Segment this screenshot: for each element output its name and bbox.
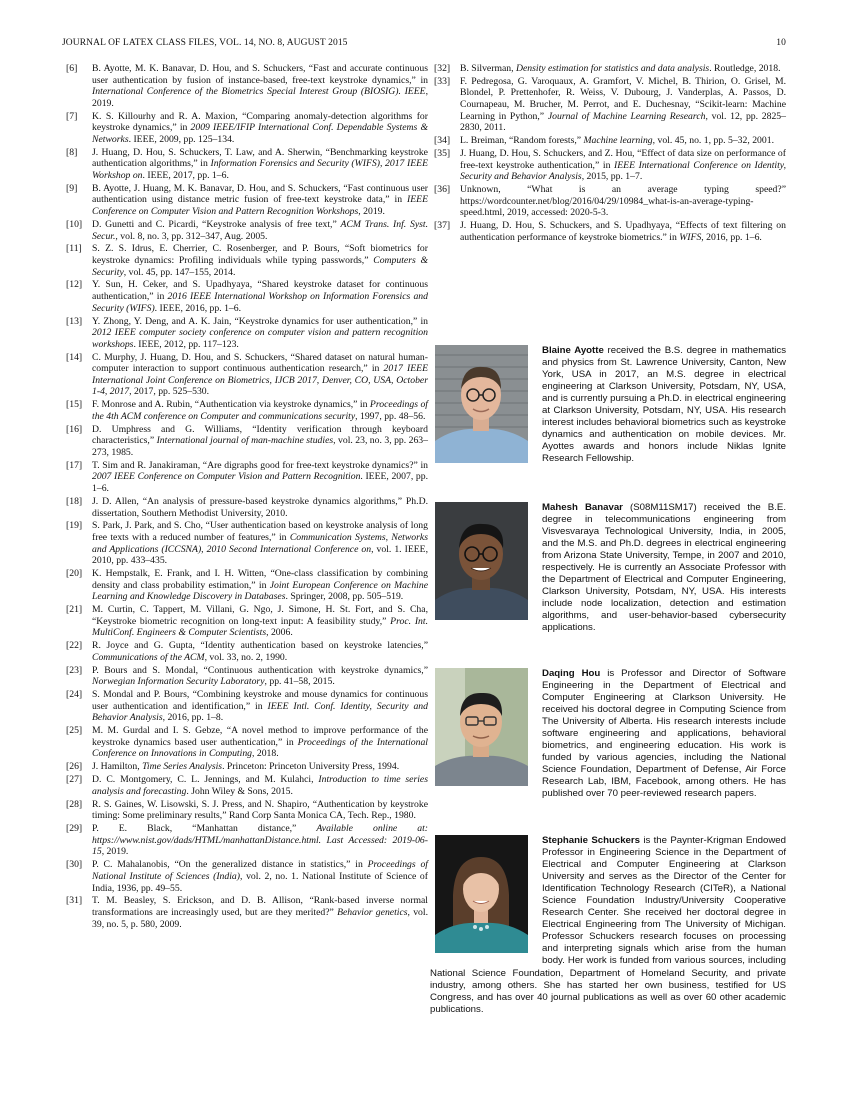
reference-number: [18] (66, 495, 83, 507)
reference-text: D. C. Montgomery, C. L. Jennings, and M. Kulahci, (92, 774, 319, 786)
reference-details: , vol. 8, no. 3, pp. 312–347, Aug. 2005. (115, 230, 268, 242)
reference-number: [19] (66, 520, 83, 532)
reference-number: [13] (66, 315, 83, 327)
author-photo-hou (435, 668, 528, 786)
reference-venue: Information Forensics and Security (WIFS), 2017 IEEE Workshop on (92, 158, 428, 181)
reference-text: M. M. Gurdal and I. S. Gebze, “A novel method to improve performance of the keystroke dynamics based user authentication,” in (92, 725, 428, 748)
reference-text: J. Huang, D. Hou, S. Schuckers, and Z. Hou, “Effect of data size on performance of free-text keystroke authentication,” in (460, 148, 786, 171)
reference-text: Y. Zhong, Y. Deng, and A. K. Jain, “Keystroke dynamics for user authentication,” in (92, 315, 428, 327)
reference-text: B. Ayotte, M. K. Banavar, D. Hou, and S. Schuckers, “Fast and accurate continuous user authentication by fusion of instance-based, free-text keystroke dynamics,” in (92, 63, 428, 86)
reference-item (62, 316, 428, 351)
reference-item (62, 63, 428, 109)
reference-venue: Communication Systems, Networks and Applications (ICCSNA), 2010 Second International Conference on (92, 532, 428, 555)
reference-details: , 2015, pp. 1–7. (581, 171, 643, 183)
reference-details: , vol. 45, pp. 147–155, 2014. (123, 266, 236, 278)
reference-details: , vol. 39, no. 5, p. 580, 2009. (92, 906, 428, 930)
reference-text: J. Huang, D. Hou, S. Schuckers, and S. Upadhyaya, “Effects of text filtering on authentication performance of keystroke biometrics.” in (460, 220, 786, 243)
author-photo-schuckers (435, 835, 528, 953)
reference-details: , 2016, pp. 1–6. (701, 231, 762, 243)
reference-number: [23] (66, 664, 83, 676)
reference-venue: IEEE Intl. Conf. Identity, Security and Behavior Analysis (92, 700, 428, 724)
reference-item (62, 568, 428, 603)
reference-text: L. Breiman, “Random forests,” (460, 135, 584, 147)
reference-details: . John Wiley & Sons, 2015. (186, 785, 293, 797)
bio-name: Daqing Hou (542, 668, 601, 679)
reference-details: . Princeton: Princeton University Press, 1994. (222, 761, 400, 773)
reference-number: [37] (434, 220, 451, 232)
reference-details: . IEEE, 2007, pp. 1–6. (92, 471, 428, 495)
reference-details: . Routledge, 2018. (709, 63, 781, 74)
reference-item (430, 148, 786, 183)
reference-item (430, 220, 786, 243)
reference-item (62, 496, 428, 519)
reference-text: S. Park, J. Park, and S. Cho, “User authentication based on keystroke analysis of long free texts with a reduced number of features,” in (92, 520, 428, 544)
bio-stephanie-schuckers (430, 835, 786, 1016)
reference-venue: Behavior genetics (337, 906, 408, 918)
reference-details: , vol. 12, pp. 2825–2830, 2011. (460, 110, 786, 134)
reference-number: [6] (66, 63, 78, 74)
reference-text: Unknown, “What is an average typing speed?” https://wordcounter.net/blog/2016/04/29/10984_what-is-an-average-typing-speed.html, 2019, accessed: 2020-5-3. (460, 184, 786, 219)
reference-number: [33] (434, 75, 451, 87)
reference-text: T. M. Beasley, S. Erickson, and D. B. Allison, “Rank-based inverse normal transformations are increasingly used, but are they merited?” (92, 895, 428, 918)
reference-text: K. S. Killourhy and R. A. Maxion, “Comparing anomaly-detection algorithms for keystroke dynamics,” in (92, 110, 428, 134)
reference-text: C. Murphy, J. Huang, D. Hou, and S. Schuckers, “Shared dataset on natural human-computer interaction to support continuous authentication research,” in (92, 351, 428, 375)
reference-venue: 2009 IEEE/IFIP International Conf. Dependable Systems & Networks (92, 122, 428, 145)
journal-title: JOURNAL OF LATEX CLASS FILES, VOL. 14, NO. 8, AUGUST 2015 (62, 38, 348, 48)
bio-name: Mahesh Banavar (542, 502, 623, 513)
reference-item (430, 63, 786, 75)
reference-item (62, 399, 428, 422)
reference-venue: Time Series Analysis (142, 761, 223, 773)
reference-venue: Proceedings of National Institute of Sciences (India) (92, 859, 428, 882)
reference-item (62, 219, 428, 242)
reference-item (62, 424, 428, 459)
reference-venue: Proc. Int. MultiConf. Engineers & Computer Scientists (92, 615, 429, 639)
reference-venue: Communications of the ACM (92, 651, 205, 663)
reference-text: J. Hamilton, (92, 761, 143, 773)
reference-venue: Joint European Conference on Machine Learning and Knowledge Discovery in Databases (92, 579, 428, 603)
reference-details: , vol. 2, no. 1. National Institute of Science of India, 1936, pp. 49–55. (92, 870, 429, 894)
reference-number: [20] (66, 568, 83, 580)
reference-number: [32] (434, 63, 451, 74)
reference-number: [27] (66, 774, 83, 786)
reference-venue: Proceedings of the International Conference on Innovations in Computing (92, 736, 429, 760)
reference-item (430, 76, 786, 134)
reference-venue: IEEE International Conference on Identity, Security and Behavior Analysis (460, 159, 786, 183)
author-photo-banavar (435, 502, 528, 620)
reference-item (62, 352, 428, 398)
reference-text: P. C. Mahalanobis, “On the generalized distance in statistics,” in (92, 859, 368, 871)
reference-text: J. D. Allen, “An analysis of pressure-based keystroke dynamics algorithms,” Ph.D. dissertation, Southern Methodist University, 2010. (92, 495, 428, 519)
reference-venue: International Conference of the Biometrics Special Interest Group (BIOSIG). IEEE (92, 86, 426, 98)
bio-name: Blaine Ayotte (542, 345, 604, 356)
reference-number: [29] (66, 823, 83, 835)
reference-item (62, 460, 428, 495)
reference-item (62, 640, 428, 663)
reference-number: [28] (66, 798, 83, 810)
reference-details: , vol. 23, no. 3, pp. 263–273, 1985. (92, 435, 428, 458)
reference-text: Y. Sun, H. Ceker, and S. Upadhyaya, “Shared keystroke dataset for continuous authentication,” in (92, 279, 428, 303)
reference-item (430, 135, 786, 147)
reference-venue: Norwegian Information Security Laboratory (92, 676, 265, 688)
reference-number: [12] (66, 279, 83, 291)
reference-details: , vol. 33, no. 2, 1990. (204, 651, 288, 663)
reference-number: [16] (66, 423, 83, 435)
reference-details: . IEEE, 2016, pp. 1–6. (154, 302, 242, 314)
reference-text: S. Mondal and P. Bours, “Combining keystroke and mouse dynamics for continuous user authentication and identification,” in (92, 689, 428, 712)
reference-text: R. S. Gaines, W. Lisowski, S. J. Press, and N. Shapiro, “Authentication by keystroke timing: Some preliminary results,” Rand Corp Santa Monica CA, Tech. Rep., 1980. (92, 798, 428, 822)
reference-item (430, 184, 786, 219)
bio-name: Stephanie Schuckers (542, 835, 641, 846)
reference-details: , 2017, pp. 525–530. (129, 386, 210, 398)
reference-venue: 2016 IEEE International Workshop on Information Forensics and Security (WIFS) (92, 291, 428, 314)
bio-text: is the Paynter-Krigman Endowed Professor in Engineering Science in the Department of Electrical and Computer Engineering at Clarkson University and serves as the Director of the Center for Identification Technology Research (CITeR), a National Science Foundation Industry/University Cooperative Research Center. She received her doctoral degree in Electrical Engineering from The University of Michigan. Professor Schuckers research focuses on processing and interpreting signals which arise from the human body. Her work is funded from various sources, including National Science Foundation, Department of Homeland Security, and private industry, among others. She has started her own business, testified for US Congress, and has over 40 journal publications as well as over 60 other academic publications. (430, 835, 786, 1015)
reference-venue: International journal of man-machine studies (156, 435, 334, 447)
reference-venue: Available online at: https://www.nist.gov/dads/HTML/manhattanDistance.html. Last Accessed: 2019-06-15 (92, 823, 428, 858)
reference-text: T. Sim and R. Janakiraman, “Are digraphs good for free-text keystroke dynamics?” in (92, 459, 428, 471)
page-number: 10 (776, 38, 786, 48)
reference-venue: Introduction to time series analysis and forecasting (92, 774, 429, 797)
reference-number: [10] (66, 218, 83, 230)
reference-venue: IEEE Conference on Computer Vision and Pattern Recognition Workshops (92, 194, 428, 218)
reference-item (62, 859, 428, 894)
bio-text: is Professor and Director of Software Engineering in the Department of Electrical and Computer Engineering at Clarkson University. He received his doctoral degree in Computing Science from The University of Alberta. His research interests include software engineering and applications, behavioral biometrics, and engineering education. His work is funded by various agencies, including the National Science Foundation, Department of Defense, Air Force Research Lab, IBM, Facebook, among others. He has published over 70 peer-reviewed research papers. (542, 668, 786, 800)
bio-mahesh-banavar (430, 502, 786, 635)
reference-item (62, 761, 428, 773)
reference-number: [26] (66, 761, 83, 773)
reference-item (62, 243, 428, 278)
bio-text: received the B.S. degree in mathematics and physics from St. Lawrence University, Canton, New York, USA in 2017, an M.S. degree in electrical engineering at Clarkson University, Potsdam, NY, USA, and is currently pursuing a Ph.D. in electrical engineering at Clarkson University, Potsdam, NY, USA. His research interest includes behavioral biometrics such as keystroke dynamics and authentication on mobile devices. Mr. Ayottes awards and honors include Niklas Ignite Research Fellowship. (542, 345, 787, 465)
reference-number: [35] (434, 148, 451, 160)
reference-item (62, 604, 428, 639)
reference-item (62, 895, 428, 930)
reference-item (62, 774, 428, 797)
reference-details: , vol. 45, no. 1, pp. 5–32, 2001. (652, 135, 775, 147)
reference-text: M. Curtin, C. Tappert, M. Villani, G. Ngo, J. Simone, H. St. Fort, and S. Cha, “Keystroke biometric recognition on long-text input: A feasibility study,” (92, 604, 428, 627)
reference-item (62, 279, 428, 314)
reference-venue: Machine learning (583, 135, 653, 147)
reference-item (62, 183, 428, 218)
reference-text: S. Z. S. Idrus, E. Cherrier, C. Rosenberger, and P. Bours, “Soft biometrics for keystroke dynamics: Profiling individuals while typing passwords,” (92, 243, 428, 266)
reference-number: [36] (434, 184, 451, 196)
reference-number: [34] (434, 135, 451, 147)
reference-text: B. Silverman, (460, 63, 516, 74)
reference-venue: 2012 IEEE computer society conference on computer vision and pattern recognition workshops (92, 327, 428, 350)
reference-details: , 2019. (358, 206, 385, 218)
reference-number: [14] (66, 351, 83, 363)
reference-number: [7] (66, 110, 78, 122)
reference-number: [21] (66, 604, 83, 616)
reference-item (62, 111, 428, 146)
reference-venue: Proceedings of the 4th ACM conference on Computer and communications security (92, 399, 428, 422)
bio-blaine-ayotte (430, 345, 786, 467)
author-photo-ayotte (435, 345, 528, 463)
reference-details: , 2019. (92, 86, 428, 109)
reference-item (62, 823, 428, 858)
reference-text: F. Monrose and A. Rubin, “Authentication via keystroke dynamics,” in (92, 399, 370, 411)
reference-text: F. Pedregosa, G. Varoquaux, A. Gramfort, V. Michel, B. Thirion, O. Grisel, M. Blondel, P. Prettenhofer, R. Weiss, V. Dubourg, J. Vanderplas, A. Passos, D. Cournapeau, M. Brucher, M. Perrot, and E. Duchesnay, “Scikit-learn: Machine Learning in Python,” (460, 75, 786, 122)
reference-details: , 2016, pp. 1–8. (162, 712, 224, 724)
reference-item (62, 520, 428, 566)
reference-details: , 2019. (101, 846, 129, 858)
reference-text: K. Hempstalk, E. Frank, and I. H. Witten, “One-class classification by combining density and class probability estimation,” in (92, 568, 428, 591)
reference-text: P. Bours and S. Mondal, “Continuous authentication with keystroke dynamics,” (92, 664, 428, 676)
reference-venue: Computers & Security (92, 254, 428, 278)
references-right-column (430, 63, 786, 245)
reference-details: . IEEE, 2012, pp. 117–123. (133, 338, 239, 350)
reference-number: [8] (66, 146, 78, 158)
reference-number: [17] (66, 459, 83, 471)
reference-number: [15] (66, 399, 83, 411)
reference-item (62, 725, 428, 760)
reference-item (62, 799, 428, 822)
reference-text: D. Gunetti and C. Picardi, “Keystroke analysis of free text,” (92, 218, 341, 230)
reference-item (62, 665, 428, 688)
running-header (62, 38, 786, 52)
reference-venue: Journal of Machine Learning Research (547, 110, 706, 122)
reference-details: . IEEE, 2017, pp. 1–6. (142, 169, 229, 181)
reference-venue: 2007 IEEE Conference on Computer Vision and Pattern Recognition (92, 471, 361, 483)
bio-daqing-hou (430, 668, 786, 801)
reference-text: B. Ayotte, J. Huang, M. K. Banavar, D. Hou, and S. Schuckers, “Fast continuous user authentication using distance metric fusion of free-text keystroke data,” in (92, 182, 428, 206)
reference-details: , 2006. (266, 627, 293, 639)
reference-item (62, 147, 428, 182)
reference-details: . Springer, 2008, pp. 505–519. (285, 591, 404, 603)
reference-number: [24] (66, 689, 83, 701)
reference-text: R. Joyce and G. Gupta, “Identity authentication based on keystroke latencies,” (92, 640, 428, 652)
reference-number: [22] (66, 640, 83, 652)
reference-number: [31] (66, 895, 83, 907)
reference-number: [25] (66, 725, 83, 737)
reference-details: , 1997, pp. 48–56. (355, 410, 426, 422)
reference-text: J. Huang, D. Hou, S. Schuckers, T. Law, and A. Sherwin, “Benchmarking keystroke authentication algorithms,” in (92, 146, 428, 170)
reference-venue: WIFS (679, 231, 702, 243)
references-left-column (62, 63, 428, 931)
reference-venue: Density estimation for statistics and data analysis (515, 63, 710, 74)
reference-details: , vol. 1. IEEE, 2010, pp. 433–435. (92, 543, 429, 567)
reference-venue: ACM Trans. Inf. Syst. Secur. (92, 218, 428, 242)
reference-number: [11] (66, 243, 82, 255)
reference-text: P. E. Black, “Manhattan distance,” (92, 823, 317, 835)
reference-text: D. Umphress and G. Williams, “Identity verification through keyboard characteristics,” (92, 423, 428, 447)
reference-details: , 2018. (252, 748, 279, 760)
reference-number: [30] (66, 859, 83, 871)
reference-details: , pp. 41–58, 2015. (264, 676, 335, 688)
reference-venue: 2017 IEEE International Joint Conference on Biometrics, IJCB 2017, Denver, CO, USA, October 1-4, 2017 (92, 363, 428, 398)
reference-number: [9] (66, 182, 78, 194)
reference-item (62, 689, 428, 724)
reference-details: . IEEE, 2009, pp. 125–134. (128, 133, 235, 145)
bio-text: (S08M11SM17) received the B.E. degree in telecommunications engineering from Visvesvaraya Technological University, India, in 2005, and the M.S. and Ph.D. degrees in electrical engineering from Arizona State University, Tempe, in 2007 and 2010, respectively. He is currently an Associate Professor with the Department of Electrical and Computer Engineering, Clarkson University, Potsdam, NY, USA. His interests include node localization, detection and estimation algorithms, and user-behavior-based cybersecurity applications. (542, 502, 786, 634)
